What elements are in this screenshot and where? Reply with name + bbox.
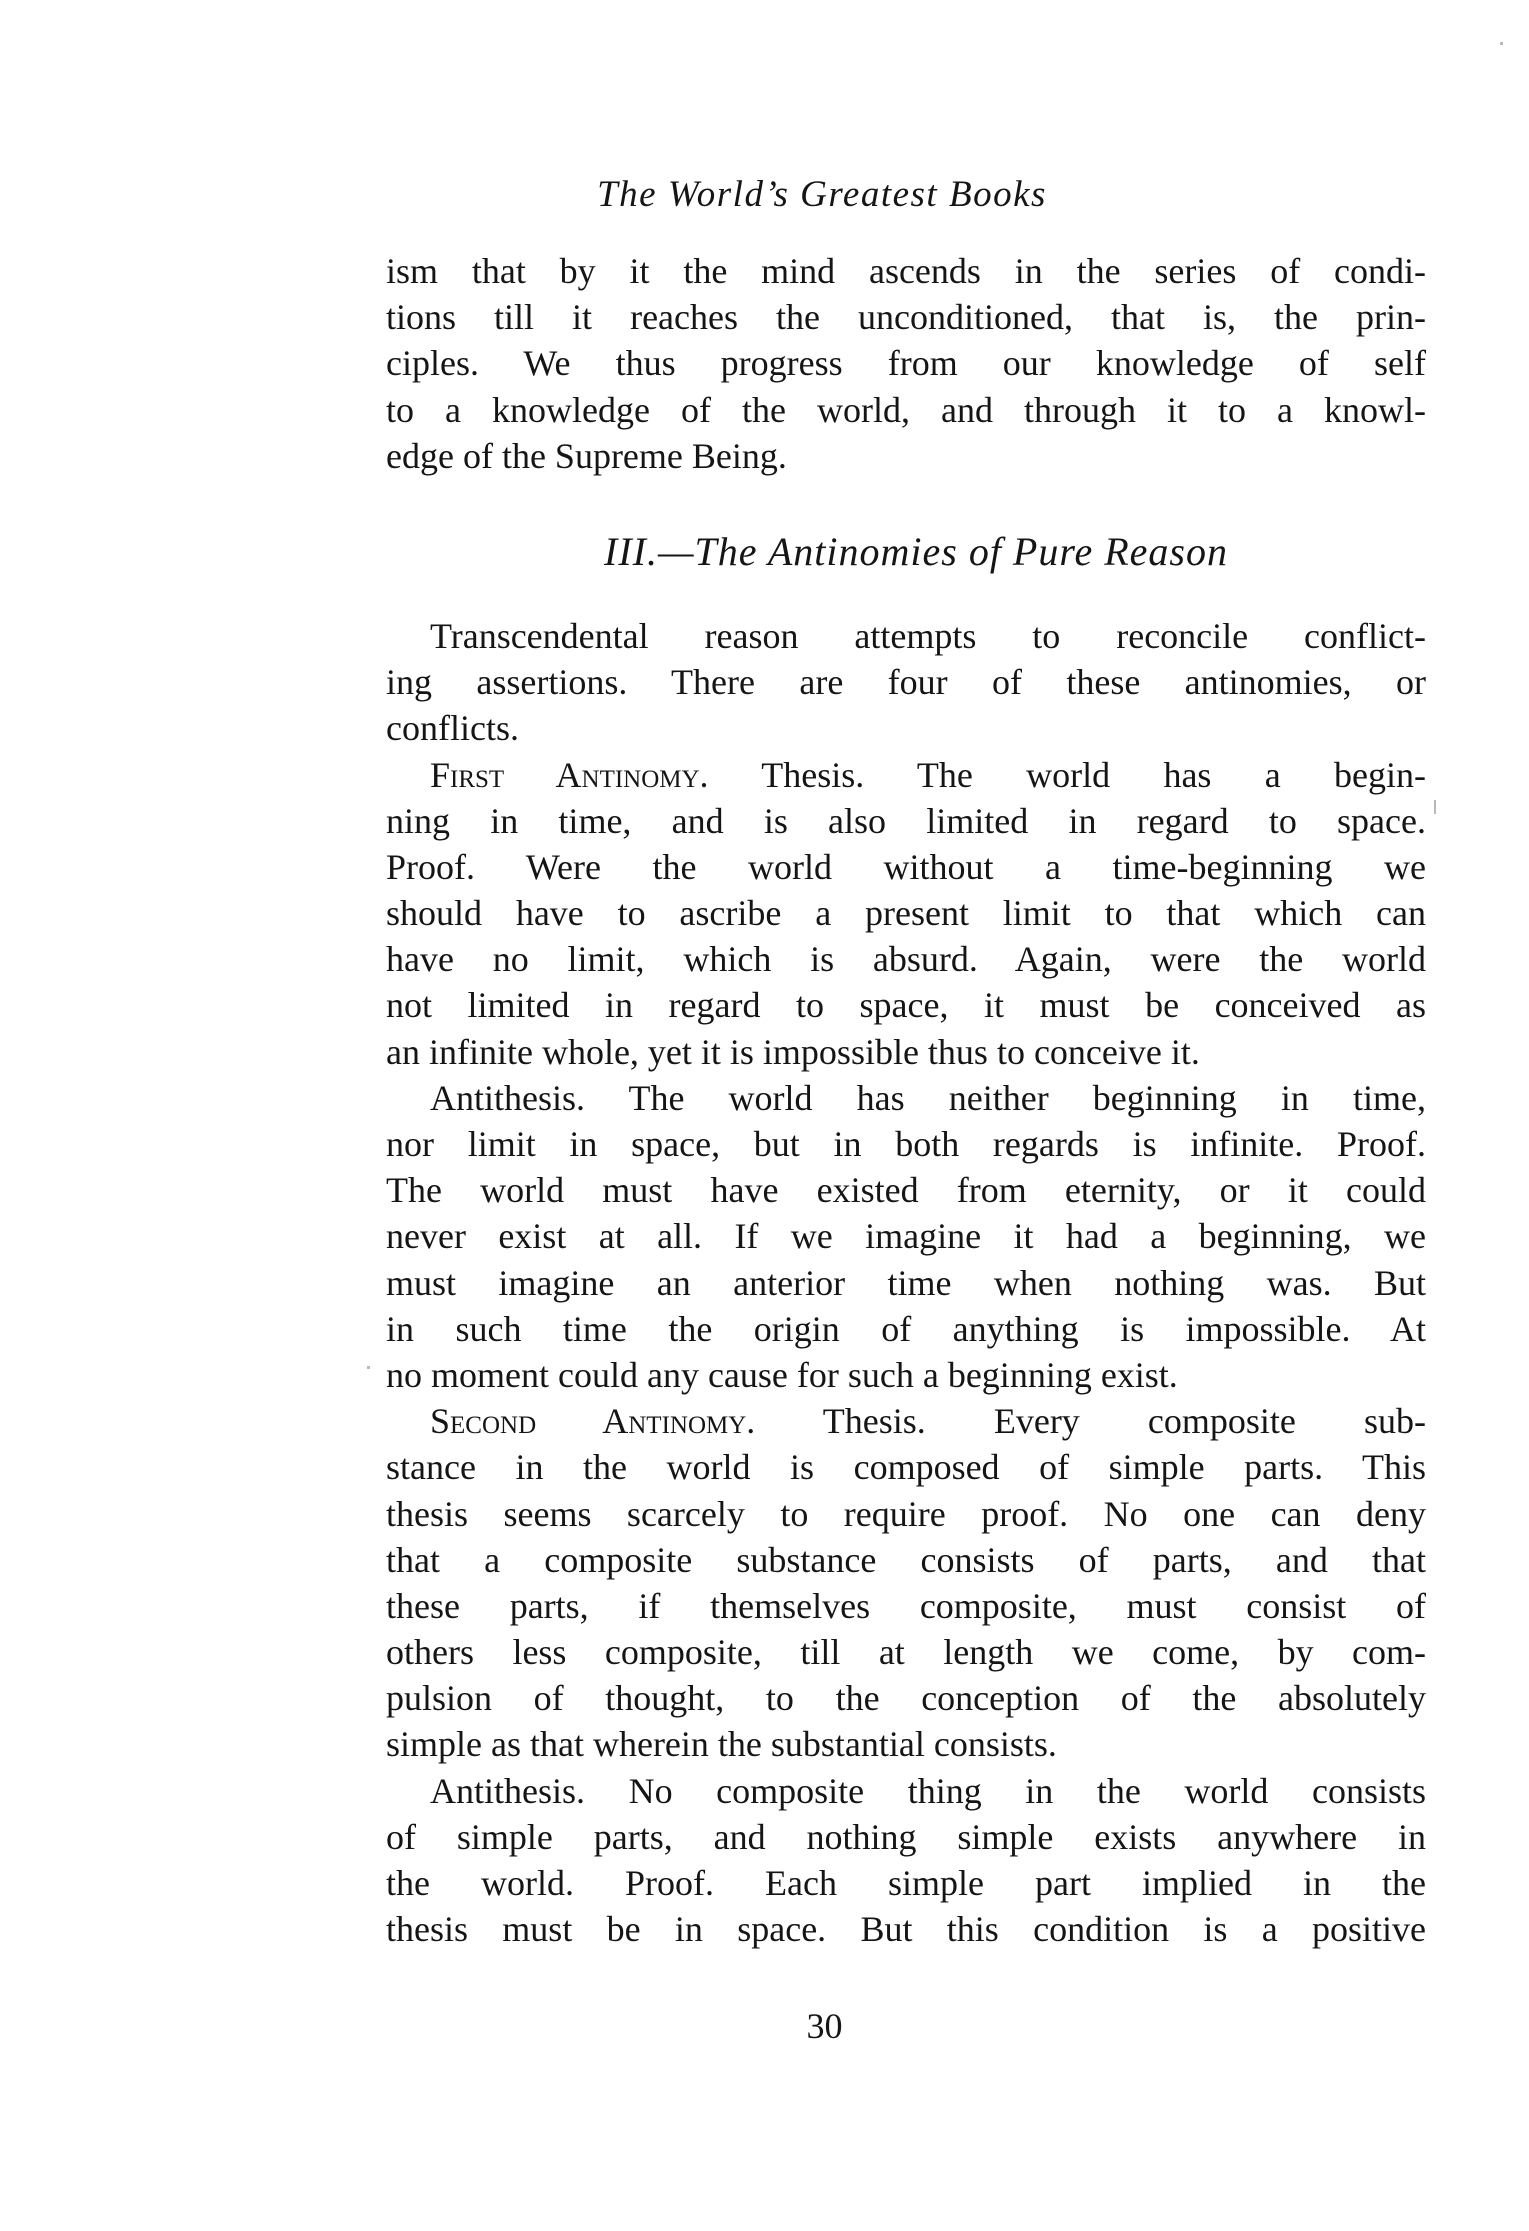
text-line: stance in the world is composed of simple parts. This bbox=[386, 1447, 1426, 1488]
text-line: Antithesis. The world has neither beginning in time, bbox=[430, 1077, 1426, 1118]
text-line: conflicts. bbox=[386, 708, 519, 749]
text-line: ciples. We thus progress from our knowledge of self bbox=[386, 343, 1426, 384]
text-line: simple as that wherein the substantial consists. bbox=[386, 1724, 1057, 1765]
text-line: the world. Proof. Each simple part implied in the bbox=[386, 1863, 1426, 1903]
text-line: no moment could any cause for such a beginning exist. bbox=[386, 1354, 1178, 1395]
text-run: Thesis. Every composite sub- bbox=[755, 1401, 1426, 1442]
text-line: edge of the Supreme Being. bbox=[386, 435, 787, 476]
spacer bbox=[386, 479, 1426, 527]
text-line: never exist at all. If we imagine it had a beginning, we bbox=[386, 1216, 1426, 1257]
text-line: The world must have existed from eternity, or it could bbox=[386, 1170, 1426, 1211]
body-text bbox=[386, 248, 1426, 1952]
text-line: in such time the origin of anything is impossible. At bbox=[386, 1308, 1426, 1349]
paragraph-antithesis-1 bbox=[386, 1075, 1426, 1398]
text-line: to a knowledge of the world, and through it to a knowl- bbox=[386, 389, 1426, 430]
section-heading: III.—The Antinomies of Pure Reason bbox=[604, 528, 1228, 574]
paragraph-antithesis-2 bbox=[386, 1768, 1426, 1953]
paragraph-2 bbox=[386, 613, 1426, 752]
text-line: an infinite whole, yet it is impossible thus to conceive it. bbox=[386, 1031, 1200, 1072]
text-line: pulsion of thought, to the conception of the absolutely bbox=[386, 1678, 1426, 1719]
paragraph-first-antinomy bbox=[386, 752, 1426, 1075]
text-line: thesis seems scarcely to require proof. No one can deny bbox=[386, 1493, 1426, 1534]
text-line: should have to ascribe a present limit to that which can bbox=[386, 893, 1426, 934]
text-line: ning in time, and is also limited in regard to space. bbox=[386, 800, 1426, 841]
text-line: have no limit, which is absurd. Again, were the world bbox=[386, 939, 1426, 980]
text-line bbox=[386, 1398, 1426, 1444]
text-line: must imagine an anterior time when nothing was. But bbox=[386, 1262, 1426, 1303]
scan-speck bbox=[1434, 800, 1436, 814]
page-number: 30 bbox=[806, 2006, 843, 2046]
text-line: nor limit in space, but in both regards is infinite. Proof. bbox=[386, 1124, 1426, 1164]
paragraph-second-antinomy bbox=[386, 1398, 1426, 1768]
text-line: Proof. Were the world without a time-beginning we bbox=[386, 846, 1426, 887]
scan-speck bbox=[367, 1366, 370, 1369]
text-run: Thesis. The world has a begin- bbox=[708, 754, 1426, 795]
running-head: The World’s Greatest Books bbox=[597, 174, 1047, 215]
scan-speck bbox=[1500, 42, 1503, 45]
text-line: ing assertions. There are four of these antinomies, or bbox=[386, 662, 1426, 703]
text-line: thesis must be in space. But this condition is a positive bbox=[386, 1909, 1426, 1950]
text-line: Transcendental reason attempts to reconcile conflict- bbox=[430, 615, 1426, 656]
text-line bbox=[386, 752, 1426, 798]
text-line: others less composite, till at length we come, by com- bbox=[386, 1632, 1426, 1673]
text-line: tions till it reaches the unconditioned, that is, the prin- bbox=[386, 297, 1426, 338]
first-antinomy-term: First Antinomy. bbox=[430, 754, 709, 795]
paragraph-1 bbox=[386, 248, 1426, 479]
text-line: not limited in regard to space, it must be conceived as bbox=[386, 985, 1426, 1026]
text-line: these parts, if themselves composite, must consist of bbox=[386, 1585, 1426, 1626]
text-line: that a composite substance consists of parts, and that bbox=[386, 1539, 1426, 1580]
text-line: ism that by it the mind ascends in the series of condi- bbox=[386, 251, 1426, 291]
text-line: of simple parts, and nothing simple exists anywhere in bbox=[386, 1816, 1426, 1857]
text-line: Antithesis. No composite thing in the world consists bbox=[430, 1770, 1426, 1811]
second-antinomy-term: Second Antinomy. bbox=[430, 1401, 756, 1442]
